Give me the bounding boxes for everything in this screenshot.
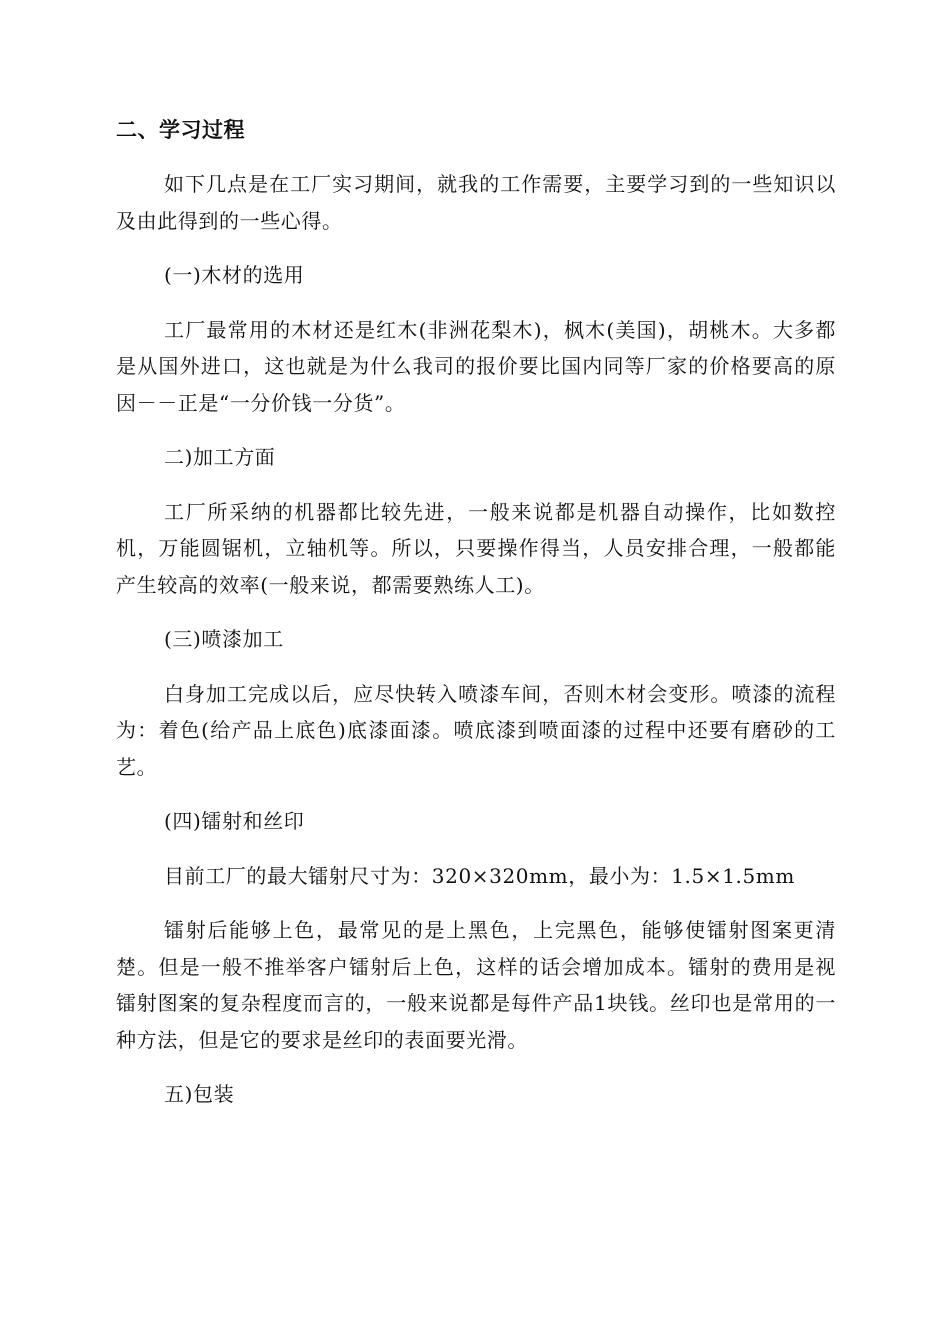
subsection-title-wood: (一)木材的选用	[164, 263, 305, 287]
paragraph-laser-detail: 镭射后能够上色，最常见的是上黑色，上完黑色，能够使镭射图案更清楚。但是一般不推举客户镭射后上色，这样的话会增加成本。镭射的费用是视镭射图案的复杂程度而言的，一般来说都是每件产品1块钱。丝印也是常用的一种方法，但是它的要求是丝印的表面要光滑。	[116, 918, 836, 1052]
paragraph-processing: 工厂所采纳的机器都比较先进，一般来说都是机器自动操作，比如数控机，万能圆锯机，立轴机等。所以，只要操作得当，人员安排合理，一般都能产生较高的效率(一般来说，都需要熟练人工)。	[116, 499, 836, 597]
document-body	[116, 112, 836, 1131]
subsection-title-laser: (四)镭射和丝印	[164, 809, 305, 833]
subsection-title-processing: 二)加工方面	[164, 445, 276, 469]
paragraph-painting: 白身加工完成以后，应尽快转入喷漆车间，否则木材会变形。喷漆的流程为：着色(给产品上底色)底漆面漆。喷底漆到喷面漆的过程中还要有磨砂的工艺。	[116, 681, 836, 779]
subsection-title-painting: (三)喷漆加工	[164, 627, 284, 651]
section-heading: 二、学习过程	[116, 118, 245, 142]
paragraph-wood: 工厂最常用的木材还是红木(非洲花梨木)，枫木(美国)，胡桃木。大多都是从国外进口，这也就是为什么我司的报价要比国内同等厂家的价格要高的原因－－正是“一分价钱一分货”。	[116, 317, 836, 415]
intro-paragraph: 如下几点是在工厂实习期间，就我的工作需要，主要学习到的一些知识以及由此得到的一些心得。	[116, 172, 836, 233]
subsection-title-packaging: 五)包装	[164, 1082, 235, 1106]
paragraph-laser-size: 目前工厂的最大镭射尺寸为：320×320mm，最小为：1.5×1.5mm	[164, 863, 795, 888]
